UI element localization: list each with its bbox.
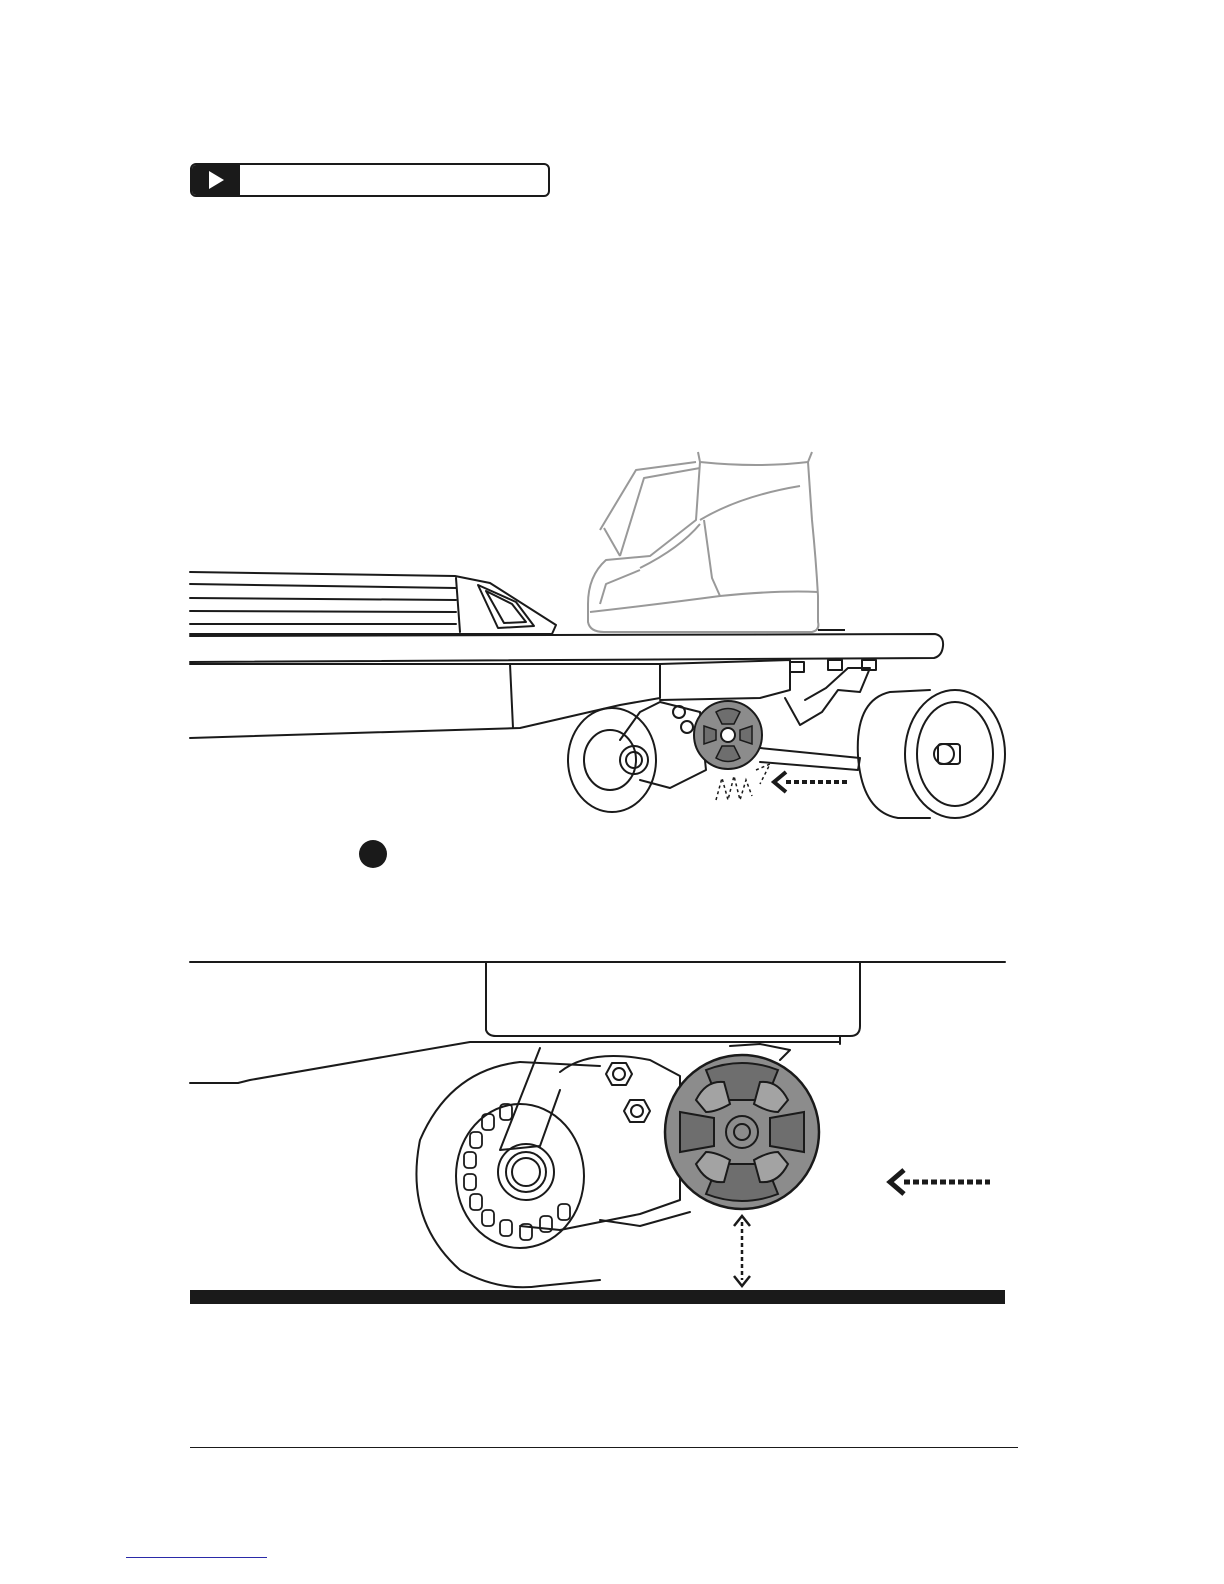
brake-overview-illustration — [0, 440, 1224, 840]
rear-wheel — [416, 1062, 600, 1287]
bracket-bolts — [606, 1063, 650, 1122]
play-icon — [207, 170, 225, 190]
brake-bracket — [500, 1048, 690, 1230]
battery-enclosure — [190, 572, 556, 634]
direction-arrow-bottom — [890, 1170, 990, 1194]
brake-wheel-large — [665, 1055, 819, 1209]
footer-divider — [190, 1447, 1018, 1448]
large-wheel — [858, 690, 1005, 818]
play-tab — [192, 165, 240, 195]
direction-arrow-top — [774, 772, 848, 792]
deck — [190, 634, 943, 738]
rider-shoe — [588, 452, 818, 632]
deck-underside — [190, 962, 1005, 1083]
clearance-arrow — [734, 1216, 750, 1286]
brake-wheel-small — [694, 701, 762, 769]
ground-surface — [190, 1290, 1005, 1304]
step-number-badge — [359, 840, 387, 868]
page-link-underline[interactable] — [126, 1557, 267, 1558]
section-header — [190, 163, 550, 197]
brake-detail-illustration — [0, 955, 1224, 1315]
